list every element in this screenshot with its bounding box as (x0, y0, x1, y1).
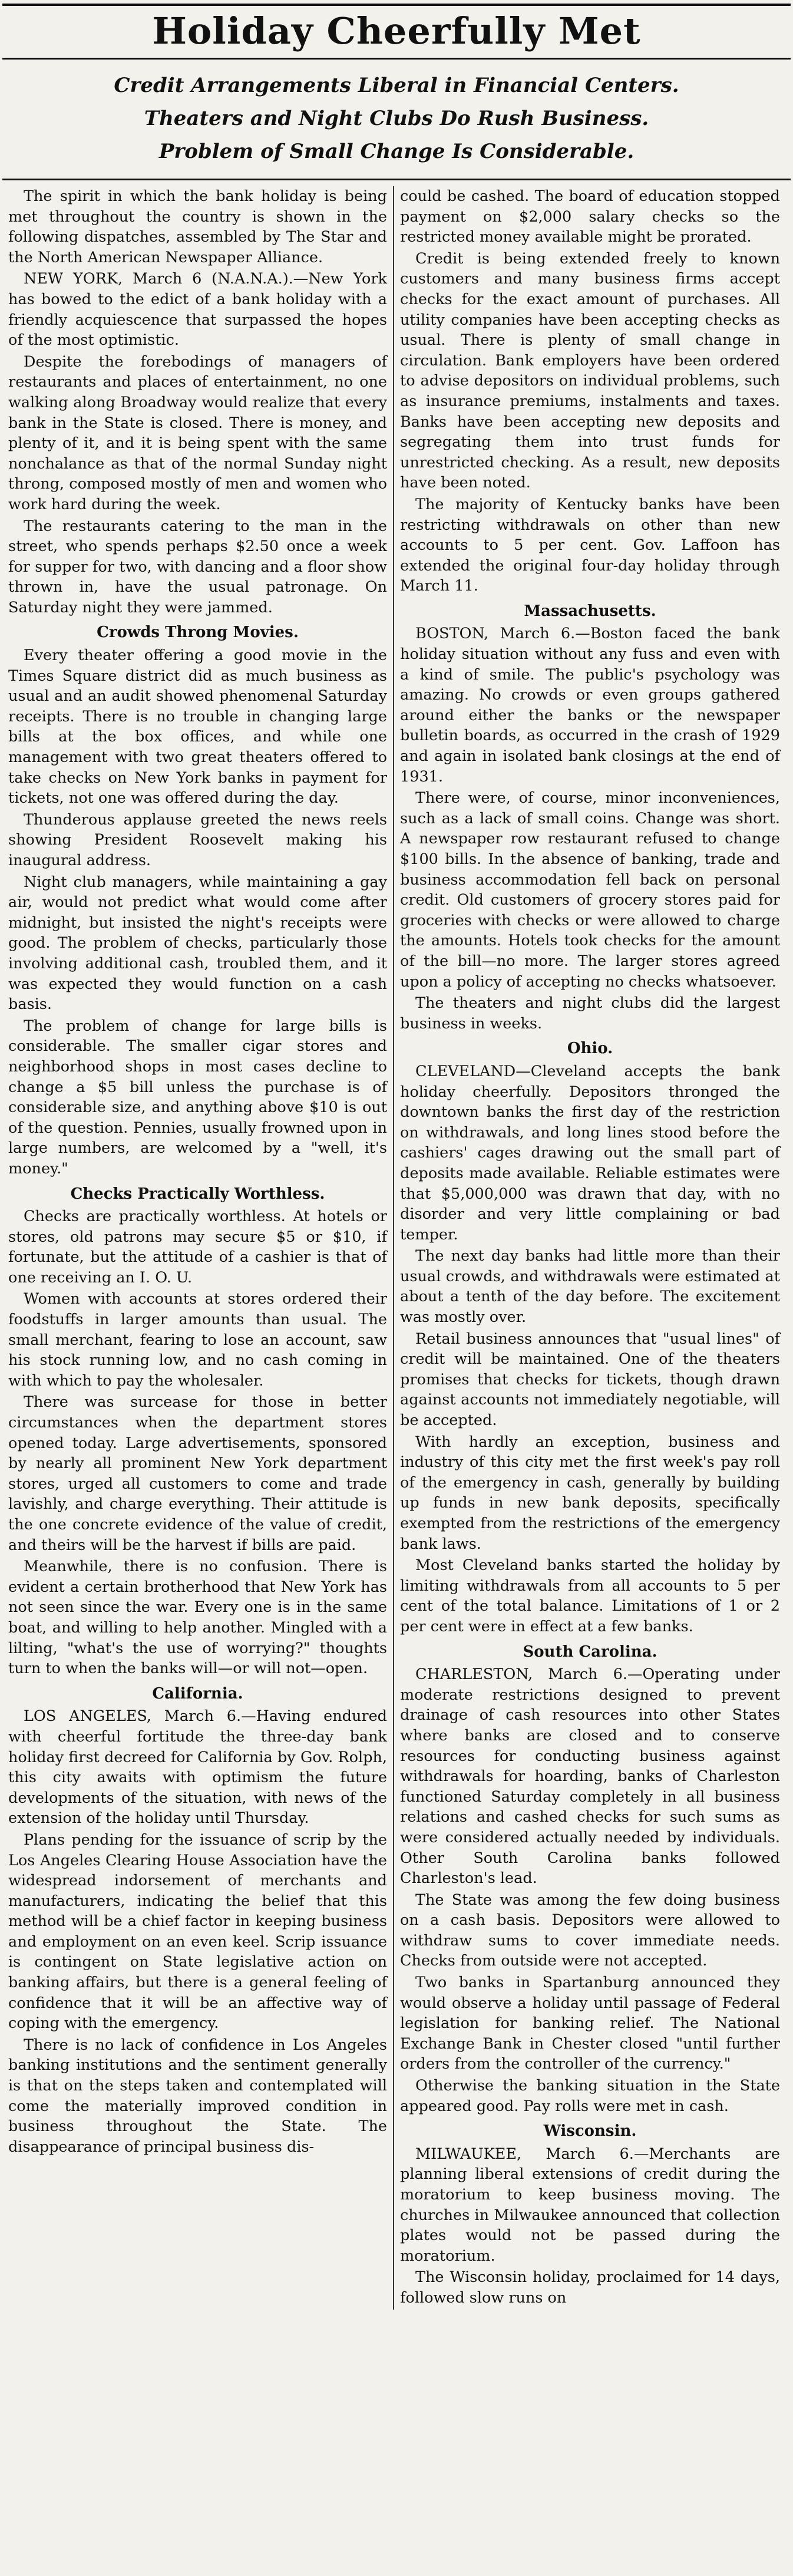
paragraph: With hardly an exception, business and industry of this city met the first week's pay roll of the emergency in cash, generally by building up funds in new bank deposits, specifically exempted from the restrictions of the emergency bank laws. (400, 1433, 780, 1553)
paragraph: Two banks in Spartanburg announced they would observe a holiday until passage of Federal legislation for banking relief. The National Exchange Bank in Chester closed "until further orders from the controller of the currency." (400, 1974, 780, 2073)
section-subheading: South Carolina. (523, 1642, 657, 1661)
paragraph: could be cashed. The board of education stopped payment on $2,000 salary checks so the restricted money available might be prorated. (400, 187, 780, 246)
section-subheading: Massachusetts. (524, 602, 656, 620)
article-columns (2, 186, 791, 2310)
deck (2, 65, 791, 175)
left-column (2, 186, 394, 2310)
paragraph: The theaters and night clubs did the largest business in weeks. (400, 994, 780, 1033)
paragraph: Most Cleveland banks started the holiday by limiting withdrawals from all accounts to 5 per cent of the total balance. Limitations of 1 or 2 per cent were in effect at a few banks. (400, 1556, 780, 1635)
right-column (394, 186, 786, 2310)
paragraph: MILWAUKEE, March 6.—Merchants are planning liberal extensions of credit during the moratorium to keep business moving. The churches in Milwaukee announced that collection plates would not be passed during the moratorium. (400, 2145, 780, 2265)
paragraph: There is no lack of confidence in Los Angeles banking institutions and the sentiment generally is that on the steps taken and contemplated will come the materially improved condition in business throughout the State. The disappearance of principal business dis- (8, 2036, 387, 2156)
paragraph: CLEVELAND—Cleveland accepts the bank holiday cheerfully. Depositors thronged the downtown banks the first day of the restriction on withdrawals, and long lines stood before the cashiers' cages drawing out the small part of deposits made available. Reliable estimates were that $5,000,000 was drawn that day, with no disorder and very little complaining or bad temper. (400, 1062, 780, 1244)
paragraph: The next day banks had little more than their usual crowds, and withdrawals were estimated at about a tenth of the day before. The excitement was mostly over. (400, 1247, 780, 1327)
paragraph: Night club managers, while maintaining a gay air, would not predict what would come after midnight, but insisted the night's receipts were good. The problem of checks, particularly those involving additional cash, troubled them, and it was expected they would function on a cash basis. (8, 873, 387, 1014)
paragraph: Credit is being extended freely to known customers and many business firms accept checks for the exact amount of purchases. All utility companies have been accepting checks as usual. There is plenty of small change in circulation. Bank employers have been ordered to advise depositors on individual problems, such as insurance premiums, instalments and taxes. Banks have been accepting new deposits and segregating them into trust funds for unrestricted checking. As a result, new deposits have been noted. (400, 249, 780, 492)
paragraph: CHARLESTON, March 6.—Operating under moderate restrictions designed to prevent drainage of cash resources into other States where banks are closed and to conserve resources for conducting business against withdrawals for hoarding, banks of Charleston functioned Saturday completely in all business relations and cashed checks for such sums as were considered actually needed by individuals. Other South Carolina banks followed Charleston's lead. (400, 1665, 780, 1888)
paragraph: LOS ANGELES, March 6.—Having endured with cheerful fortitude the three-day bank holiday first decreed for California by Gov. Rolph, this city awaits with optimism the future developments of the situation, with news of the extension of the holiday until Thursday. (8, 1707, 387, 1828)
paragraph: NEW YORK, March 6 (N.A.N.A.).—New York has bowed to the edict of a bank holiday with a friendly acquiescence that surpassed the hopes of the most optimistic. (8, 270, 387, 349)
paragraph: Despite the forebodings of managers of restaurants and places of entertainment, no one walking along Broadway would realize that every bank in the State is closed. There is money, and plenty of it, and it is being spent with the same nonchalance as that of the normal Sunday night throng, composed mostly of men and women who work hard during the week. (8, 352, 387, 513)
deck-line: Problem of Small Change Is Considerable. (158, 140, 635, 163)
section-subheading: California. (152, 1684, 243, 1703)
paragraph: Women with accounts at stores ordered their foodstuffs in larger amounts than usual. The small merchant, fearing to lose an account, saw his stock running low, and no cash coming in with which to pay the wholesaler. (8, 1290, 387, 1390)
section-subheading: Wisconsin. (543, 2122, 637, 2140)
paragraph: The restaurants catering to the man in the street, who spends perhaps $2.50 once a week for supper for two, with dancing and a floor show thrown in, have the usual patronage. On Saturday night they were jammed. (8, 517, 387, 616)
paragraph: There were, of course, minor inconveniences, such as a lack of small coins. Change was short. A newspaper row restaurant refused to change $100 bills. In the absence of banking, trade and business accommodation fell back on personal credit. Old customers of grocery stores paid for groceries with checks or were allowed to charge the amounts. Hotels took checks for the amount of the bill—no more. The larger stores agreed upon a policy of accepting no checks whatsoever. (400, 789, 780, 991)
paragraph: Meanwhile, there is no confusion. There is evident a certain brotherhood that New York has not seen since the war. Every one is in the same boat, and willing to help another. Mingled with a lilting, "what's the use of worrying?" thoughts turn to when the banks will—or will not—open. (8, 1558, 387, 1678)
newspaper-article (0, 4, 793, 2576)
section-subheading: Ohio. (567, 1040, 613, 1058)
paragraph: The problem of change for large bills is considerable. The smaller cigar stores and neighborhood shops in most cases decline to change a $5 bill unless the purchase is of considerable size, and anything above $10 is out of the question. Pennies, usually frowned upon in large numbers, are welcomed by a "well, it's money." (8, 1017, 387, 1177)
paragraph: BOSTON, March 6.—Boston faced the bank holiday situation without any fuss and even with a kind of smile. The public's psychology was amazing. No crowds or even groups gathered around either the banks or the newspaper bulletin boards, as occurred in the crash of 1929 and again in isolated bank closings at the end of 1931. (400, 625, 780, 786)
paragraph: Checks are practically worthless. At hotels or stores, old patrons may secure $5 or $10, if fortunate, but the attitude of a cashier is that of one receiving an I. O. U. (8, 1208, 387, 1287)
paragraph: There was surcease for those in better circumstances when the department stores opened today. Large advertisements, sponsored by nearly all prominent New York department stores, urged all customers to come and trade lavishly, and charge everything. Their attitude is the one concrete evidence of the value of credit, and theirs will be the harvest if bills are paid. (8, 1393, 387, 1554)
paragraph: The State was among the few doing business on a cash basis. Depositors were allowed to withdraw sums to cover immediate needs. Checks from outside were not accepted. (400, 1891, 780, 1970)
paragraph: Every theater offering a good movie in the Times Square district did as much business as usual and an audit showed phenomenal Saturday receipts. There is no trouble in changing large bills at the box offices, and while one management with two great theaters offered to take checks on New York banks in payment for tickets, not one was offered during the day. (8, 647, 387, 807)
paragraph: The majority of Kentucky banks have been restricting withdrawals on other than new accounts to 5 per cent. Gov. Laffoon has extended the original four-day holiday through March 11. (400, 495, 780, 595)
section-subheading: Checks Practically Worthless. (70, 1185, 325, 1203)
deck-line: Theaters and Night Clubs Do Rush Business. (144, 107, 649, 130)
paragraph: Otherwise the banking situation in the State appeared good. Pay rolls were met in cash. (400, 2077, 780, 2115)
paragraph: Thunderous applause greeted the news reels showing President Roosevelt making his inaugural address. (8, 810, 387, 869)
section-subheading: Crowds Throng Movies. (97, 624, 299, 642)
paragraph: Retail business announces that "usual lines" of credit will be maintained. One of the theaters promises that checks for tickets, though drawn against accounts not immediately negotiable, will be accepted. (400, 1330, 780, 1430)
deck-line: Credit Arrangements Liberal in Financial Centers. (114, 74, 679, 97)
top-rule (2, 4, 791, 6)
paragraph: Plans pending for the issuance of scrip by the Los Angeles Clearing House Association have the widespread indorsement of merchants and manufacturers, indicating the belief that this method will be a chief factor in keeping business and employment on an even keel. Scrip issuance is contingent on State legislative action on banking affairs, but there is a general feeling of confidence that it will be an affective way of coping with the emergency. (8, 1830, 387, 2033)
deck-rule (2, 179, 791, 180)
headline: Holiday Cheerfully Met (152, 9, 641, 52)
headline-rule (2, 58, 791, 60)
paragraph: The spirit in which the bank holiday is being met throughout the country is shown in the following dispatches, assembled by The Star and the North American Newspaper Alliance. (8, 187, 387, 266)
paragraph: The Wisconsin holiday, proclaimed for 14 days, followed slow runs on (400, 2268, 780, 2307)
